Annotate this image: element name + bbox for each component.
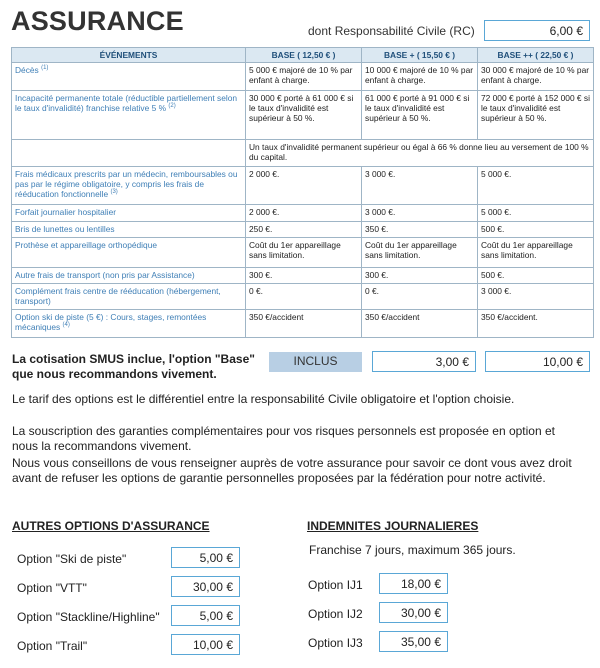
indemnites-title: INDEMNITES JOURNALIERES <box>307 519 479 533</box>
event-cell: Forfait journalier hospitalier <box>12 205 246 222</box>
value-cell: 300 €. <box>362 268 478 284</box>
option-stackline-label: Option "Stackline/Highline" <box>17 610 160 624</box>
option-ij2-label: Option IJ2 <box>308 607 363 621</box>
inclus-badge: INCLUS <box>269 352 362 372</box>
table-row <box>12 310 594 338</box>
value-cell: 350 €/accident <box>246 310 362 338</box>
option-trail-label: Option "Trail" <box>17 639 88 653</box>
option-ij2-field[interactable]: 30,00 € <box>379 602 448 623</box>
value-cell: 3 000 €. <box>362 167 478 205</box>
value-cell: 10 000 € majoré de 10 % par enfant à charge. <box>362 63 478 91</box>
event-cell: Complément frais centre de rééducation (hébergement, transport) <box>12 284 246 310</box>
option-ski-field[interactable]: 5,00 € <box>171 547 240 568</box>
table-row <box>12 91 594 140</box>
header-base: BASE ( 12,50 € ) <box>246 48 362 63</box>
merged-value-cell: Un taux d'invalidité permanent supérieur ou égal à 66 % donne lieu au versement de 100 % du capital. <box>246 140 594 167</box>
value-cell: 500 €. <box>478 222 594 238</box>
indemnites-subtitle: Franchise 7 jours, maximum 365 jours. <box>309 543 516 557</box>
table-row <box>12 284 594 310</box>
header-evenements: ÉVÉNEMENTS <box>12 48 246 63</box>
table-row <box>12 63 594 91</box>
table-row <box>12 268 594 284</box>
base-plusplus-price-field[interactable]: 10,00 € <box>485 351 590 372</box>
value-cell: 350 €/accident <box>362 310 478 338</box>
event-cell: Option ski de piste (5 €) : Cours, stages, remontées mécaniques $^{(4)}$ <box>12 310 246 338</box>
event-cell: Autre frais de transport (non pris par Assistance) <box>12 268 246 284</box>
option-vtt-field[interactable]: 30,00 € <box>171 576 240 597</box>
table-row <box>12 205 594 222</box>
value-cell: Coût du 1er appareillage sans limitation. <box>246 238 362 268</box>
value-cell: 5 000 €. <box>478 205 594 222</box>
cotisation-text: La cotisation SMUS inclue, l'option "Base" que nous recommandons vivement. <box>12 352 255 381</box>
souscription-paragraph: La souscription des garanties complémentaires pour vos risques personnels est proposée en option et nous la recommandons vivement. <box>12 424 555 453</box>
value-cell: Coût du 1er appareillage sans limitation. <box>362 238 478 268</box>
value-cell: Coût du 1er appareillage sans limitation. <box>478 238 594 268</box>
event-cell-empty <box>12 140 246 167</box>
value-cell: 2 000 €. <box>246 167 362 205</box>
table-row <box>12 222 594 238</box>
value-cell: 5 000 €. <box>478 167 594 205</box>
table-row <box>12 167 594 205</box>
event-cell: Bris de lunettes ou lentilles <box>12 222 246 238</box>
option-stackline-field[interactable]: 5,00 € <box>171 605 240 626</box>
value-cell: 3 000 €. <box>362 205 478 222</box>
tarif-paragraph: Le tarif des options est le différentiel entre la responsabilité Civile obligatoire et l'option choisie. <box>12 392 515 406</box>
event-cell: Prothèse et appareillage orthopédique <box>12 238 246 268</box>
value-cell: 350 €. <box>362 222 478 238</box>
value-cell: 5 000 € majoré de 10 % par enfant à charge. <box>246 63 362 91</box>
rc-value-field[interactable]: 6,00 € <box>484 20 590 41</box>
value-cell: 61 000 € porté à 91 000 € si le taux d'invalidité est supérieur à 50 %. <box>362 91 478 140</box>
value-cell: 300 €. <box>246 268 362 284</box>
value-cell: 2 000 €. <box>246 205 362 222</box>
value-cell: 0 €. <box>246 284 362 310</box>
value-cell: 500 €. <box>478 268 594 284</box>
table-header-row <box>12 48 594 63</box>
option-ij1-field[interactable]: 18,00 € <box>379 573 448 594</box>
event-cell: Décès $^{(1)}$ <box>12 63 246 91</box>
option-trail-field[interactable]: 10,00 € <box>171 634 240 655</box>
value-cell: 30 000 € majoré de 10 % par enfant à charge. <box>478 63 594 91</box>
base-plus-price-field[interactable]: 3,00 € <box>372 351 476 372</box>
table-row <box>12 140 594 167</box>
rc-label: dont Responsabilité Civile (RC) <box>308 24 475 38</box>
option-ski-label: Option "Ski de piste" <box>17 552 127 566</box>
page-title: ASSURANCE <box>11 6 184 36</box>
value-cell: 350 €/accident. <box>478 310 594 338</box>
value-cell: 30 000 € porté à 61 000 € si le taux d'invalidité est supérieur à 50 %. <box>246 91 362 140</box>
event-cell: Frais médicaux prescrits par un médecin, remboursables ou pas par le régime obligatoire, y compris les frais de rééducation fonctionnelle $^{(3)}$ <box>12 167 246 205</box>
value-cell: 250 €. <box>246 222 362 238</box>
value-cell: 72 000 € porté à 152 000 € si le taux d'invalidité est supérieur à 50 %. <box>478 91 594 140</box>
option-ij3-label: Option IJ3 <box>308 636 363 650</box>
header-base-plus: BASE + ( 15,50 € ) <box>362 48 478 63</box>
value-cell: 0 €. <box>362 284 478 310</box>
table-row <box>12 238 594 268</box>
option-ij1-label: Option IJ1 <box>308 578 363 592</box>
value-cell: 3 000 €. <box>478 284 594 310</box>
autres-options-title: AUTRES OPTIONS D'ASSURANCE <box>12 519 210 533</box>
event-cell: Incapacité permanente totale (réductible partiellement selon le taux d'invalidité) franchise relative 5 % $^{(2)}$ <box>12 91 246 140</box>
option-ij3-field[interactable]: 35,00 € <box>379 631 448 652</box>
conseil-paragraph: Nous vous conseillons de vous renseigner auprès de votre assurance pour savoir ce dont vous avez droit avant de refuser les options de garantie personnelles proposées par la fédération pour notre activité. <box>12 456 572 485</box>
header-base-plusplus: BASE ++ ( 22,50 € ) <box>478 48 594 63</box>
coverage-table <box>11 47 594 338</box>
option-vtt-label: Option "VTT" <box>17 581 87 595</box>
